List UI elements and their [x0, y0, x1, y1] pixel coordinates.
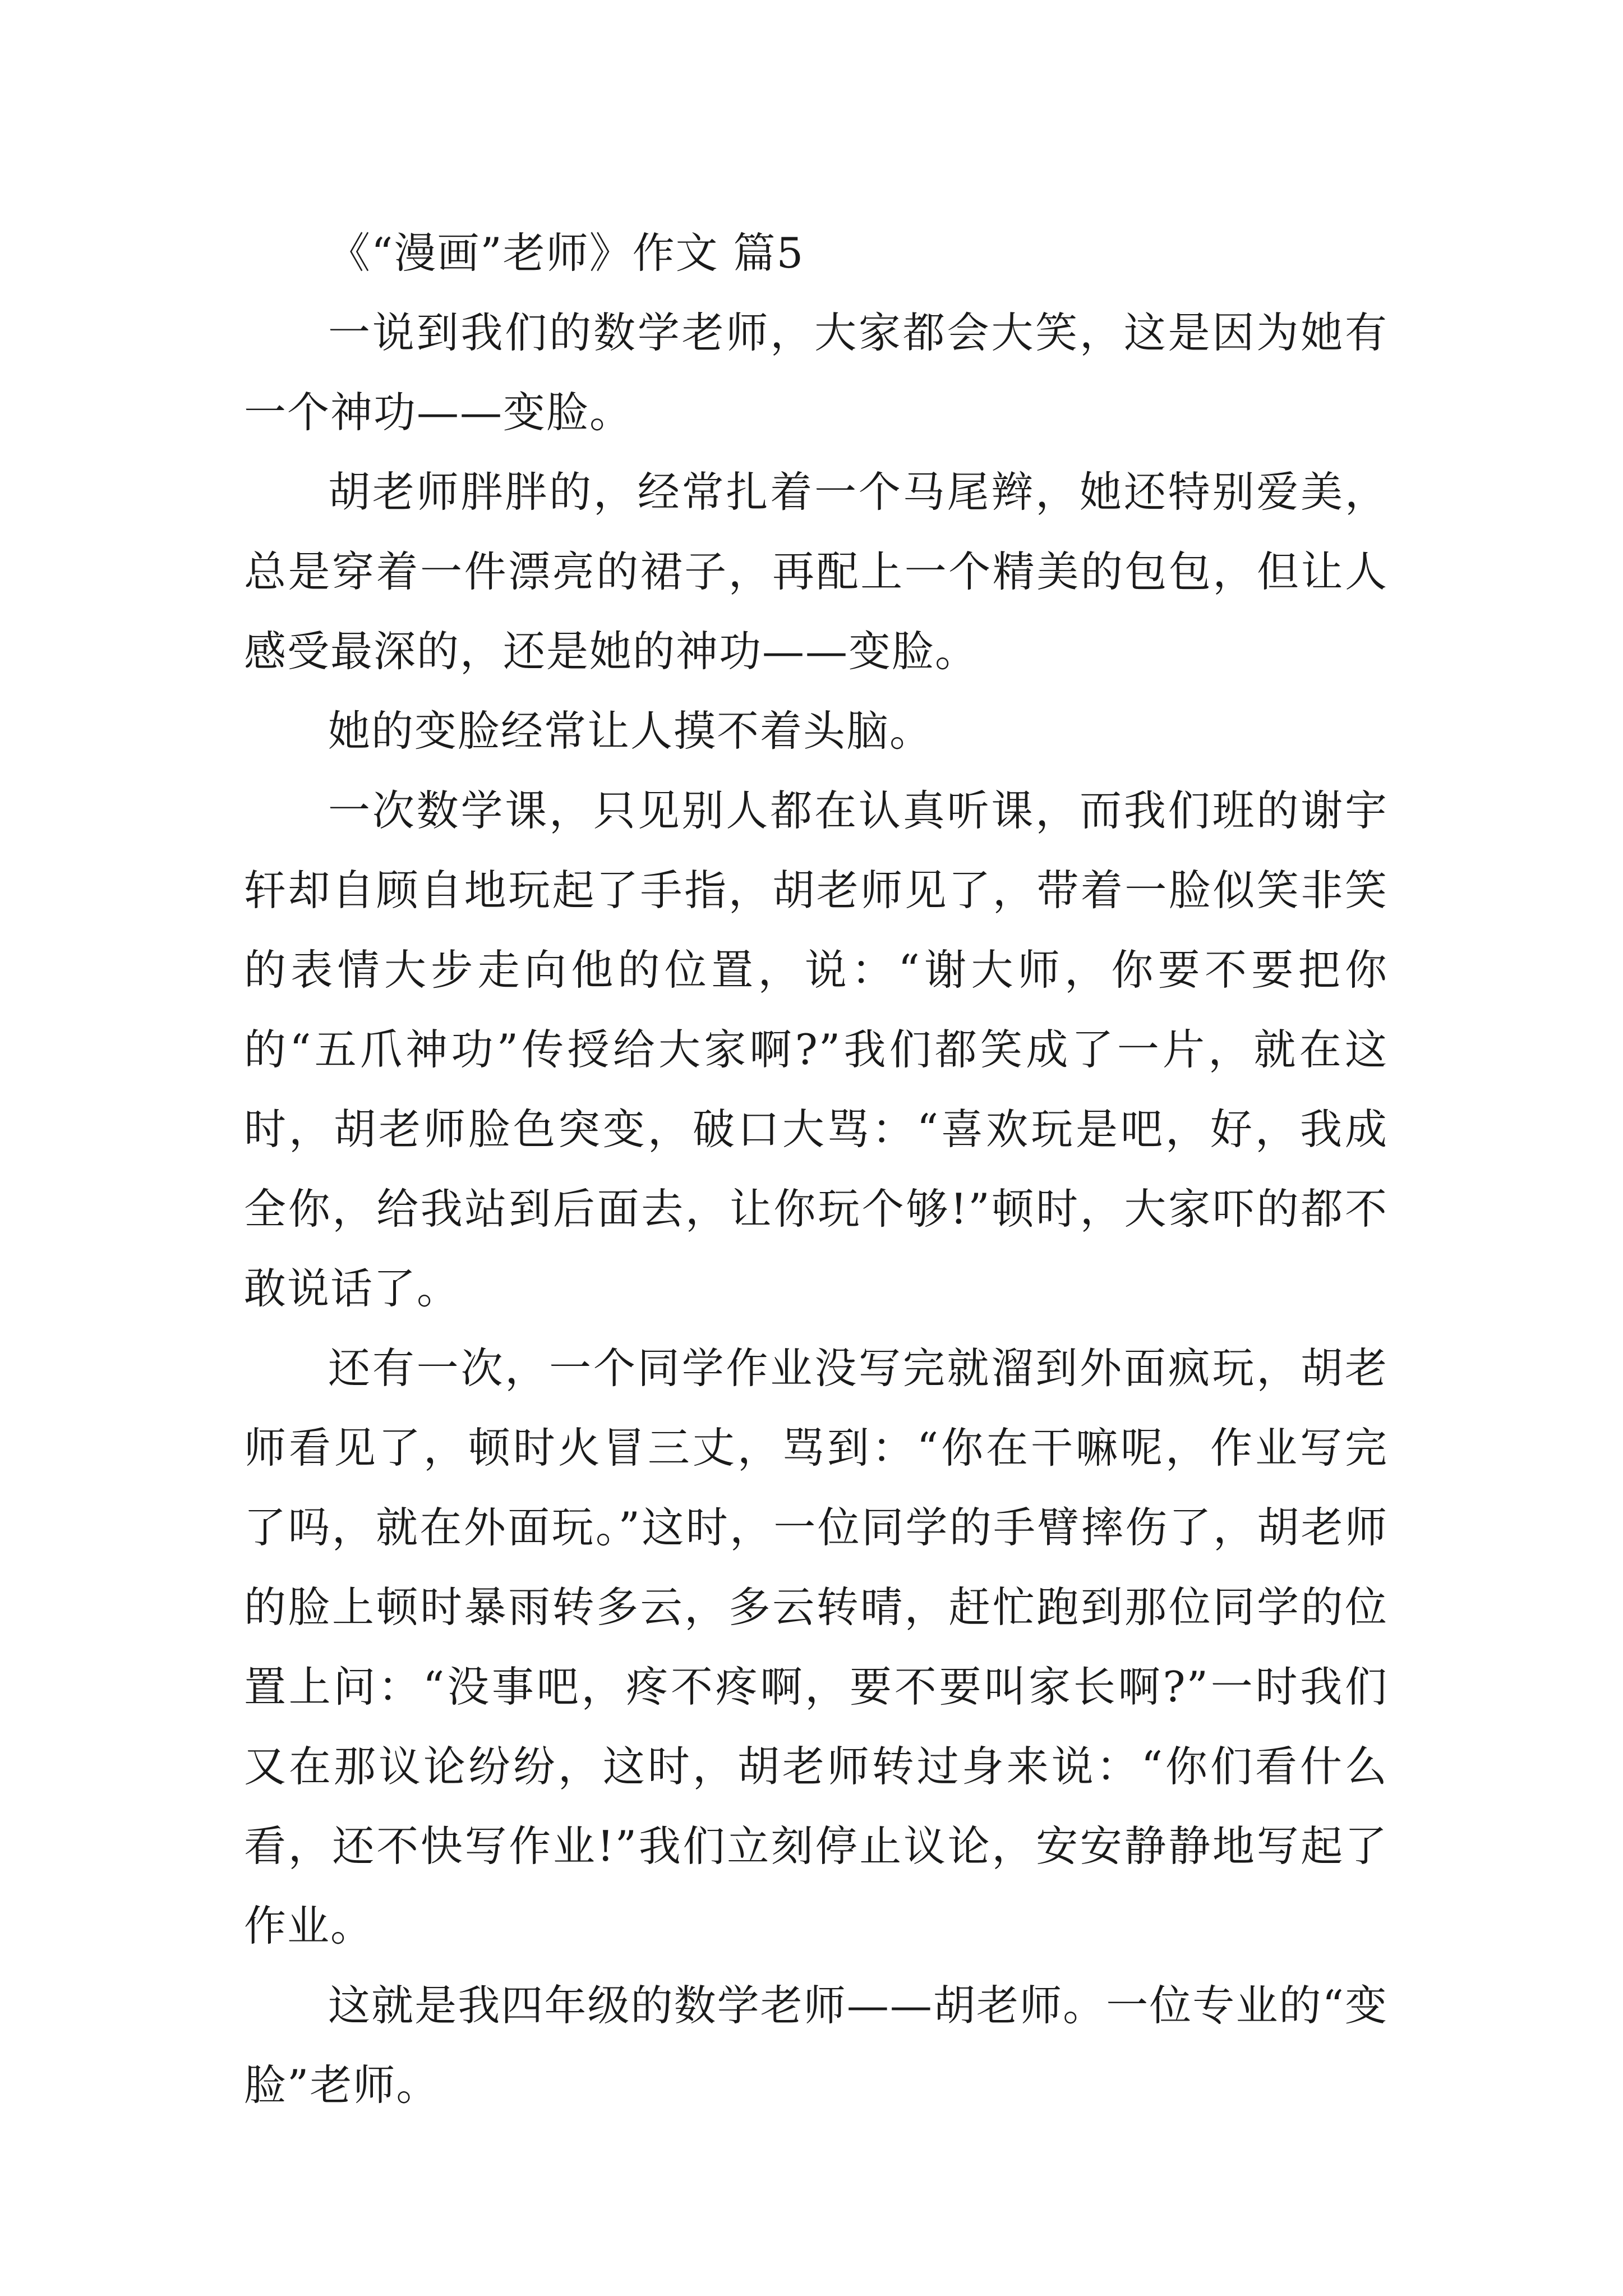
paragraph-5: 还有一次，一个同学作业没写完就溜到外面疯玩，胡老师看见了，顿时火冒三丈，骂到：“你在干嘛呢，作业写完了吗，就在外面玩。”这时，一位同学的手臂摔伤了，胡老师的脸上顿时暴雨转多云，多云转晴，赶忙跑到那位同学的位置上问：“没事吧，疼不疼啊，要不要叫家长啊?”一时我们又在那议论纷纷，这时，胡老师转过身来说：“你们看什么看，还不快写作业!”我们立刻停止议论，安安静静地写起了作业。: [244, 1343, 1388, 1950]
paragraph-1: 一说到我们的数学老师，大家都会大笑，这是因为她有一个神功——变脸。: [244, 308, 1388, 437]
paragraph-4: 一次数学课，只见别人都在认真听课，而我们班的谢宇轩却自顾自地玩起了手指，胡老师见了，带着一脸似笑非笑的表情大步走向他的位置，说：“谢大师，你要不要把你的“五爪神功”传授给大家啊?”我们都笑成了一片，就在这时，胡老师脸色突变，破口大骂：“喜欢玩是吧，好，我成全你，给我站到后面去，让你玩个够!”顿时，大家吓的都不敢说话了。: [244, 786, 1388, 1313]
paragraph-6: 这就是我四年级的数学老师——胡老师。一位专业的“变脸”老师。: [244, 1981, 1388, 2110]
paragraph-3: 她的变脸经常让人摸不着头脑。: [328, 706, 933, 756]
document-body: [244, 213, 1388, 2125]
document-title: 《“漫画”老师》作文 篇5: [328, 228, 805, 278]
paragraph-2: 胡老师胖胖的，经常扎着一个马尾辫，她还特别爱美，总是穿着一件漂亮的裙子，再配上一个精美的包包，但让人感受最深的，还是她的神功——变脸。: [244, 467, 1388, 676]
